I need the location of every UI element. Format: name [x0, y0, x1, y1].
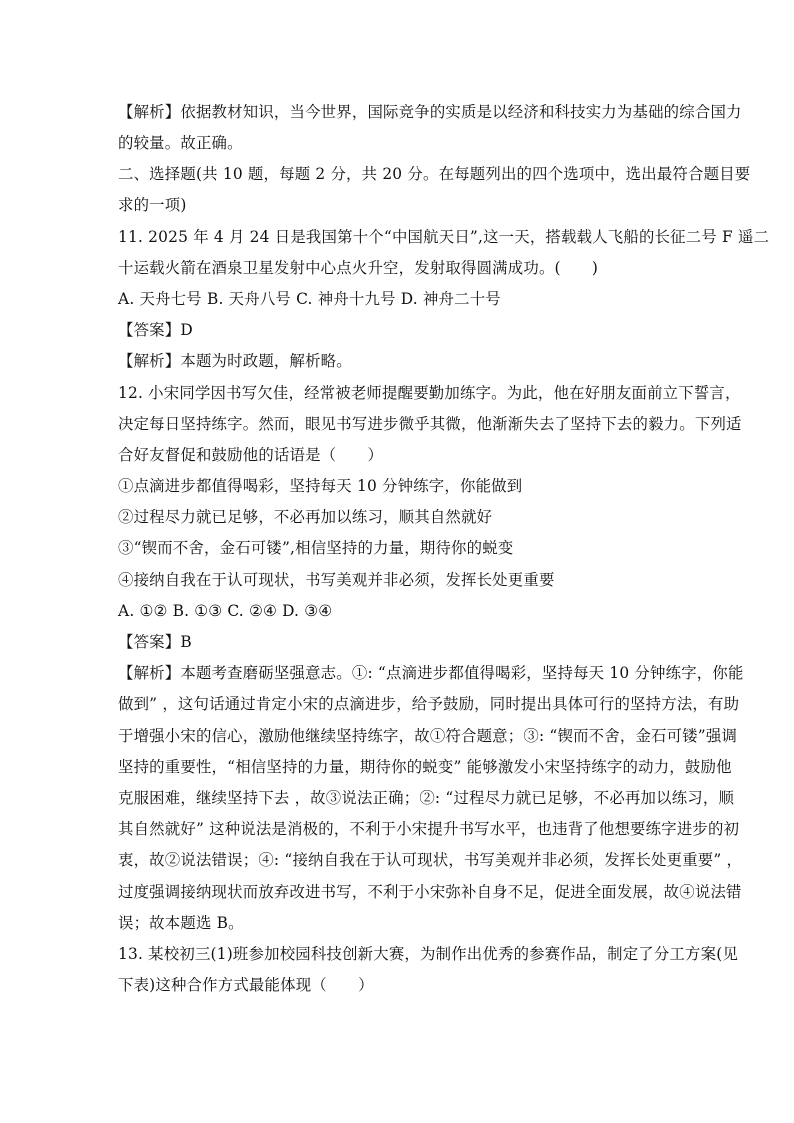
statement-3: ③“锲而不舍，金石可镂”,相信坚持的力量，期待你的蜕变: [118, 539, 514, 557]
analysis-11: 【解析】本题为时政题，解析略。: [118, 352, 352, 370]
section-heading-line-1: 二、选择题(共 10 题，每题 2 分，共 20 分。在每题列出的四个选项中，选出最符合题目要: [118, 165, 751, 183]
answer-11: 【答案】D: [118, 321, 193, 339]
question-13-line-1: 13. 某校初三(1)班参加校园科技创新大赛，为制作出优秀的参赛作品，制定了分工方案(见: [118, 945, 739, 963]
analysis-12-line-8: 过度强调接纳现状而放弃改进书写，不利于小宋弥补自身不足，促进全面发展，故④说法错: [118, 883, 742, 901]
question-11-line-2: 十运载火箭在酒泉卫星发射中心点火升空，发射取得圆满成功。( ): [118, 259, 599, 277]
analysis-12-line-3: 于增强小宋的信心，激励他继续坚持练字，故①符合题意；③: “锲而不舍，金石可镂”强调: [118, 727, 738, 745]
question-11-options: A. 天舟七号 B. 天舟八号 C. 神舟十九号 D. 神舟二十号: [118, 290, 501, 308]
analysis-12-line-5: 克服困难，继续坚持下去 ，故③说法正确；②: “过程尽力就已足够，不必再加以练习，顺: [118, 789, 735, 807]
section-heading-line-2: 求的一项): [118, 196, 187, 214]
answer-12: 【答案】B: [118, 633, 192, 651]
analysis-line-1: 【解析】依据教材知识，当今世界，国际竞争的实质是以经济和科技实力为基础的综合国力: [118, 103, 742, 121]
analysis-12-line-4: 坚持的重要性，“相信坚持的力量，期待你的蜕变” 能够激发小宋坚持练字的动力，鼓励他: [118, 758, 732, 776]
analysis-line-2: 的较量。故正确。: [118, 134, 243, 152]
question-12-line-2: 决定每日坚持练字。然而，眼见书写进步微乎其微，他渐渐失去了坚持下去的毅力。下列适: [118, 415, 742, 433]
analysis-12-line-7: 衷，故②说法错误；④: “接纳自我在于认可现状，书写美观并非必须，发挥长处更重要” ，: [118, 851, 743, 869]
analysis-12-line-2: 做到” ，这句话通过肯定小宋的点滴进步，给予鼓励，同时提出具体可行的坚持方法，有助: [118, 695, 740, 713]
statement-1: ①点滴进步都值得喝彩，坚持每天 10 分钟练字，你能做到: [118, 477, 523, 495]
question-12-line-1: 12. 小宋同学因书写欠佳，经常被老师提醒要勤加练字。为此，他在好朋友面前立下誓言，: [118, 384, 741, 402]
question-12-options: A. ①② B. ①③ C. ②④ D. ③④: [118, 602, 333, 620]
question-11-line-1: 11. 2025 年 4 月 24 日是我国第十个“中国航天日”,这一天，搭载载人飞船的长征二号 F 遥二: [118, 228, 770, 246]
statement-2: ②过程尽力就已足够，不必再加以练习，顺其自然就好: [118, 508, 493, 526]
analysis-12-line-9: 误；故本题选 B。: [118, 914, 244, 932]
analysis-12-line-6: 其自然就好” 这种说法是消极的，不利于小宋提升书写水平，也违背了他想要练字进步的初: [118, 820, 740, 838]
statement-4: ④接纳自我在于认可现状，书写美观并非必须，发挥长处更重要: [118, 571, 555, 589]
question-12-line-3: 合好友督促和鼓励他的话语是（ ）: [118, 446, 384, 464]
analysis-12-line-1: 【解析】本题考查磨砺坚强意志。①: “点滴进步都值得喝彩，坚持每天 10 分钟练字，你能: [118, 664, 744, 682]
question-13-line-2: 下表)这种合作方式最能体现（ ）: [118, 976, 374, 994]
